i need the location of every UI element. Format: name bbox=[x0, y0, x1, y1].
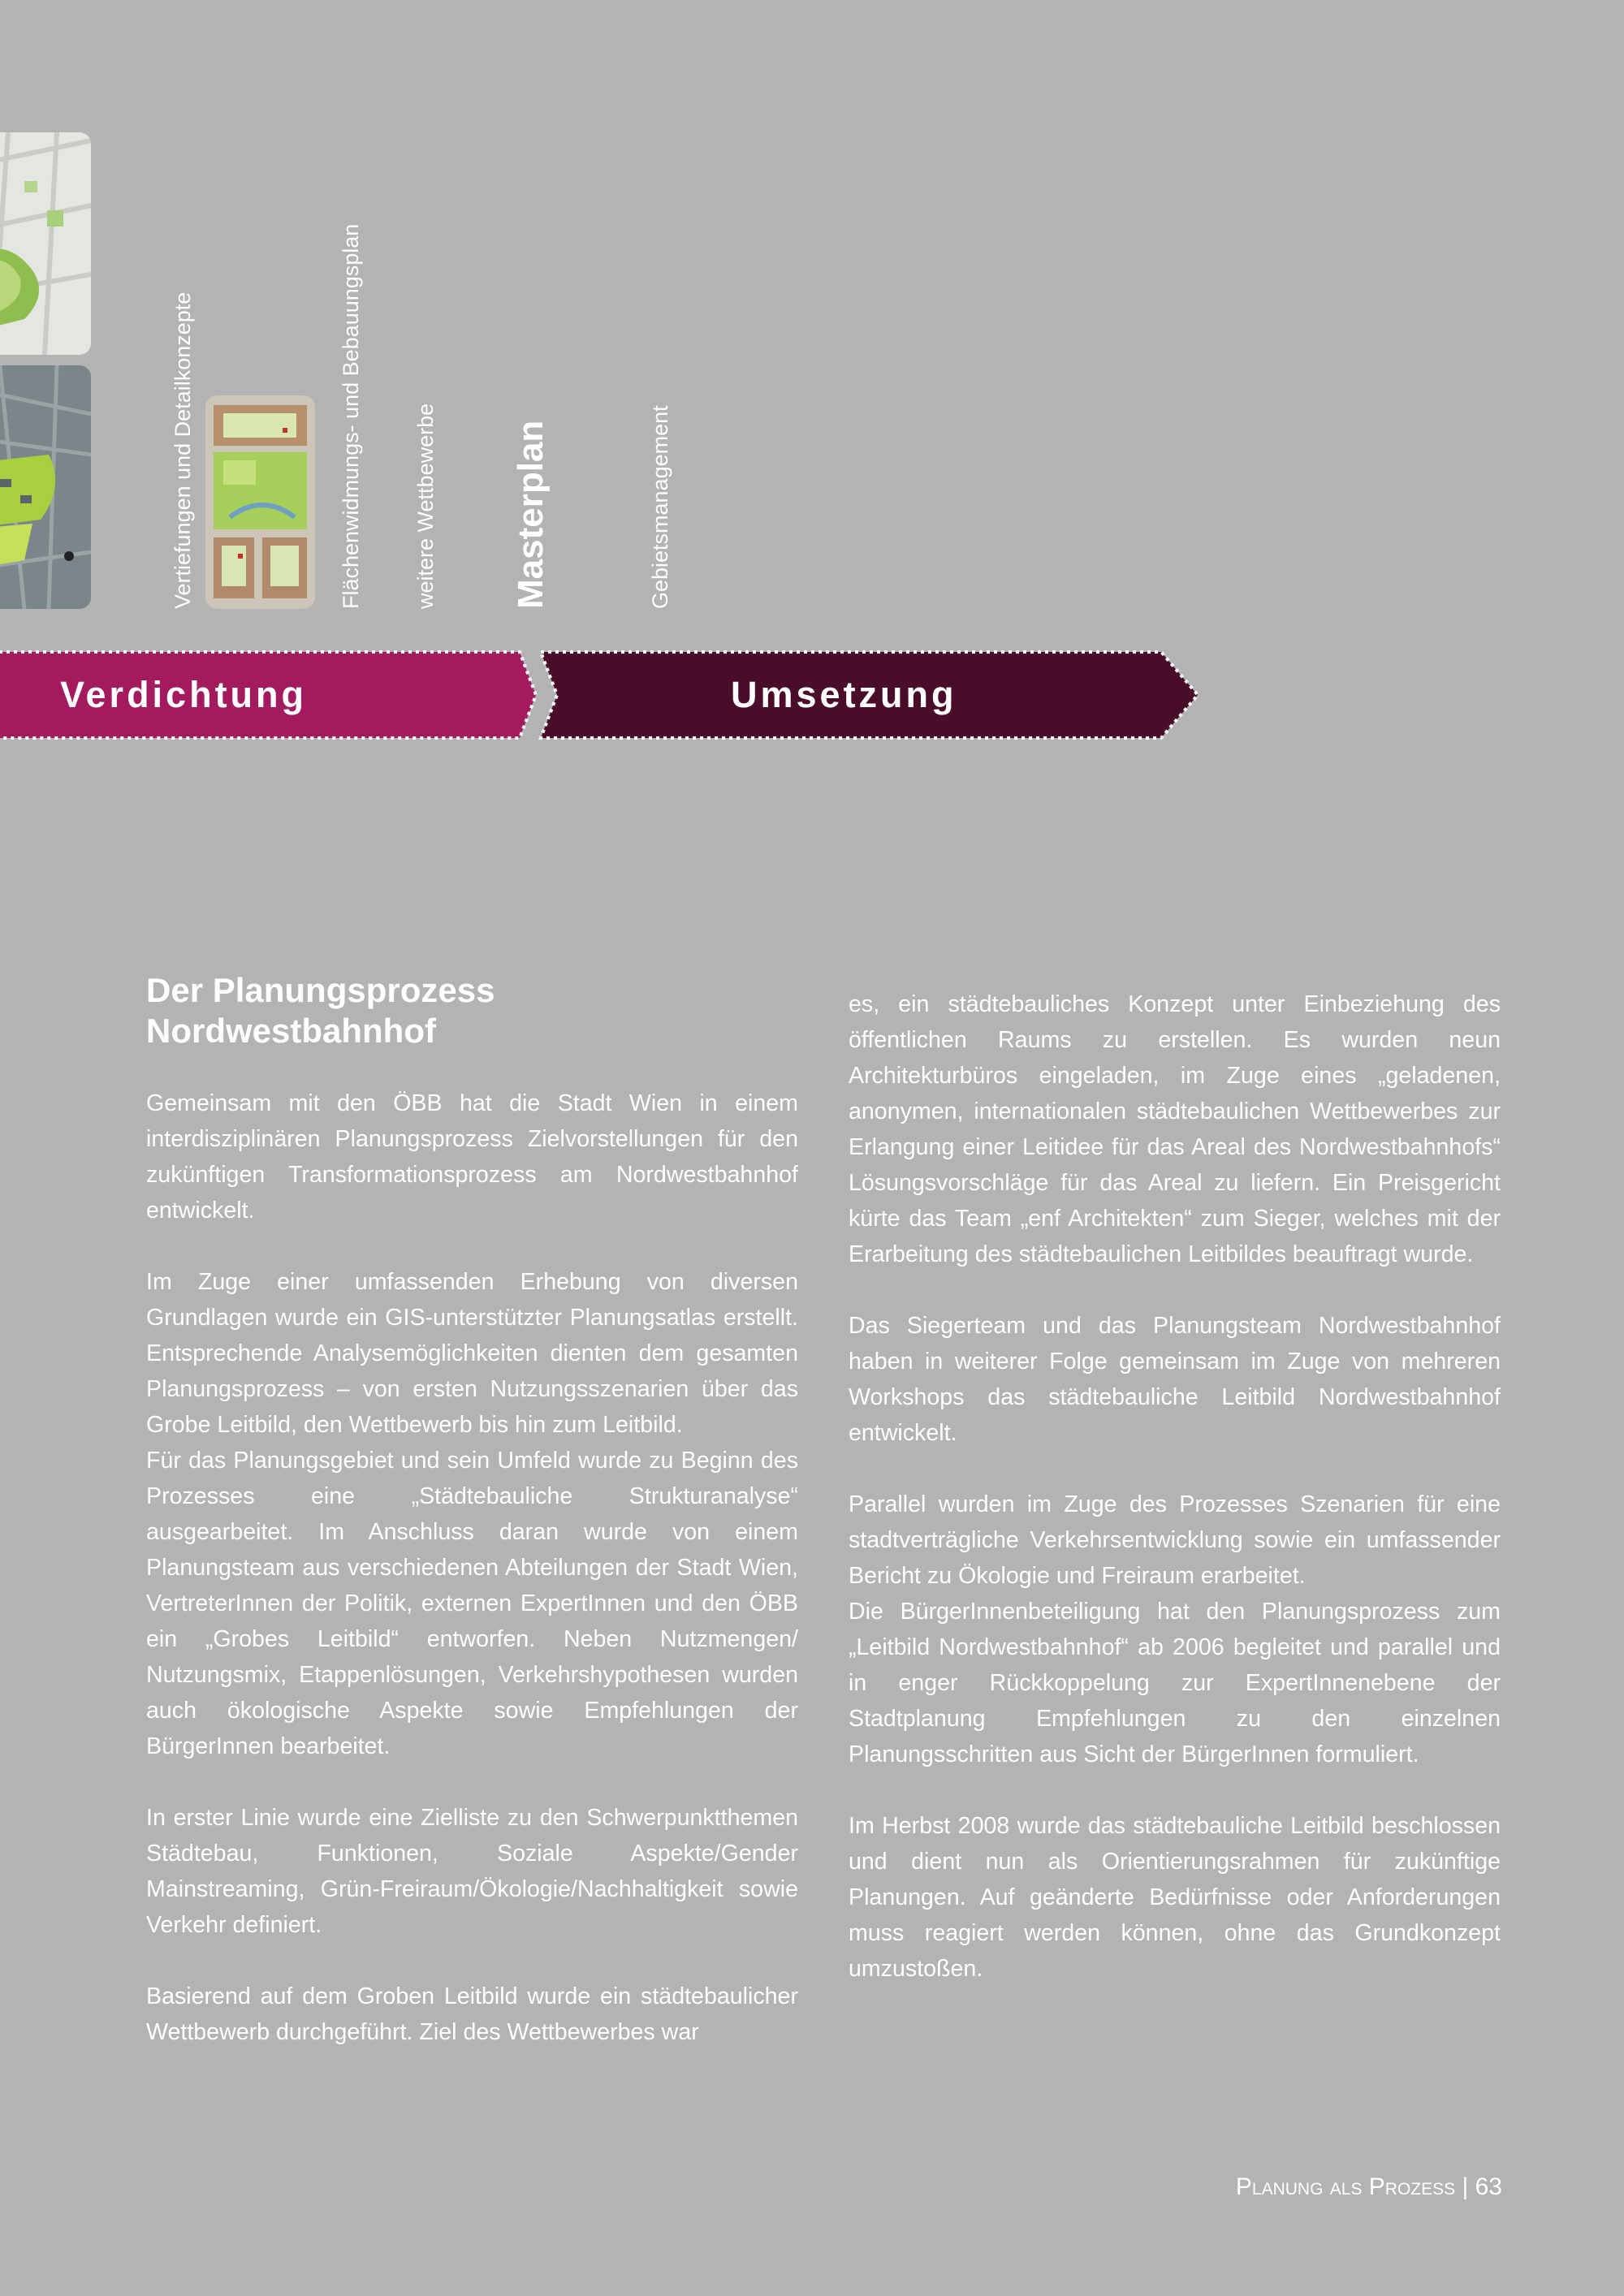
masterplan-image bbox=[205, 395, 315, 609]
paragraph: Im Herbst 2008 wurde das städtebauliche Leitbild beschlossen und dient nun als Orientierungsrahmen für zukünftige Planungen. Auf geänderte Bedürfnisse oder Anforderungen muss reagiert werden können, ohne das Grundkonzept umzustoßen. bbox=[849, 1813, 1501, 1982]
footer-section-title: Planung als Prozess bbox=[1235, 2173, 1456, 2200]
aerial-photo-image bbox=[0, 365, 91, 609]
phase-label-verdichtung: Verdichtung bbox=[60, 674, 308, 715]
label-masterplan: Masterplan bbox=[511, 420, 551, 609]
phase-label-umsetzung: Umsetzung bbox=[731, 674, 957, 715]
label-detailkonzepte: Vertiefungen und Detailkonzepte bbox=[171, 291, 195, 609]
article-right-column bbox=[849, 986, 1501, 1987]
paragraph: Das Siegerteam und das Planungsteam Nordwestbahnhof haben in weiterer Folge gemeinsam im Zuge von mehreren Workshops das städtebauliche Leitbild Nordwestbahnhof entwickelt. bbox=[849, 1313, 1501, 1446]
label-gebietsmanagement: Gebietsmanagement bbox=[648, 405, 672, 609]
paragraph: Im Zuge einer umfassenden Erhebung von diversen Grundlagen wurde ein GIS-unterstützter Planungsatlas erstellt. Entsprechende Analysemöglichkeiten dienten dem gesamten Planungsprozess – von ersten Nutzungsszenarien über das Grobe Leitbild, den Wettbewerb bis hin zum Leitbild. Für das Planungsgebiet und sein Umfeld wurde zu Beginn des Prozesses eine „Städtebauliche Strukturanalyse“ ausgearbeitet. Im Anschluss daran wurde von einem Planungsteam aus verschiedenen Abteilungen der Stadt Wien, VertreterInnen der Politik, externen ExpertInnen und den ÖBB ein „Grobes Leitbild“ entworfen. Neben Nutzmengen/ Nutzungsmix, Etappenlösungen, Verkehrshypothesen wurden auch ökologische Aspekte sowie Empfehlungen der BürgerInnen bearbeitet. bbox=[146, 1269, 798, 1759]
paragraph: Gemeinsam mit den ÖBB hat die Stadt Wien in einem interdisziplinären Planungsprozess Zielvorstellungen für den zukünftigen Transformationsprozess am Nordwestbahnhof entwickelt. bbox=[146, 1090, 798, 1224]
masterplan-thumbnail bbox=[205, 395, 315, 609]
phase-umsetzung bbox=[536, 650, 1202, 740]
article-left-column bbox=[146, 970, 798, 2050]
paragraph: es, ein städtebauliches Konzept unter Einbeziehung des öffentlichen Raums zu erstellen. Es wurden neun Architekturbüros eingeladen, im Zuge eines „geladenen, anonymen, internationalen städtebaulichen Wettbewerbes zur Erlangung einer Leitidee für das Areal des Nordwestbahnhofs“ Lösungsvorschläge für das Areal zu liefern. Ein Preisgericht kürte das Team „enf Architekten“ zum Sieger, welches mit der Erarbeitung des städtebaulichen Leitbildes beauftragt wurde. bbox=[849, 991, 1501, 1267]
city-plan-image bbox=[0, 132, 91, 355]
plan-thumbnail-top bbox=[0, 132, 91, 355]
label-flaechenwidmung: Flächenwidmungs- und Bebauungsplan bbox=[339, 223, 363, 609]
paragraph: Basierend auf dem Groben Leitbild wurde ein städtebaulicher Wettbewerb durchgeführt. Ziel des Wettbewerbes war bbox=[146, 1983, 798, 2045]
footer-separator: | bbox=[1462, 2173, 1469, 2200]
page-footer bbox=[1236, 2171, 1502, 2203]
paragraph: Parallel wurden im Zuge des Prozesses Szenarien für eine stadtverträgliche Verkehrsentwicklung sowie ein umfassender Bericht zu Ökologie und Freiraum erarbeitet. Die BürgerInnenbeteiligung hat den Planungsprozess zum „Leitbild Nordwestbahnhof“ ab 2006 begleitet und parallel und in enger Rückkoppelung zur ExpertInnenebene der Stadtplanung Empfehlungen zu den einzelnen Planungsschritten aus Sicht der BürgerInnen formuliert. bbox=[849, 1491, 1501, 1767]
phase-verdichtung bbox=[0, 650, 540, 740]
article-title: Der Planungsprozess Nordwestbahnhof bbox=[146, 971, 495, 1050]
paragraph: In erster Linie wurde eine Zielliste zu den Schwerpunktthemen Städtebau, Funktionen, Soziale Aspekte/Gender Mainstreaming, Grün-Freiraum/Ökologie/Nachhaltigkeit sowie Verkehr definiert. bbox=[146, 1805, 798, 1938]
label-wettbewerbe: weitere Wettbewerbe bbox=[413, 403, 438, 609]
aerial-thumbnail bbox=[0, 365, 91, 609]
page-number: 63 bbox=[1475, 2173, 1502, 2200]
